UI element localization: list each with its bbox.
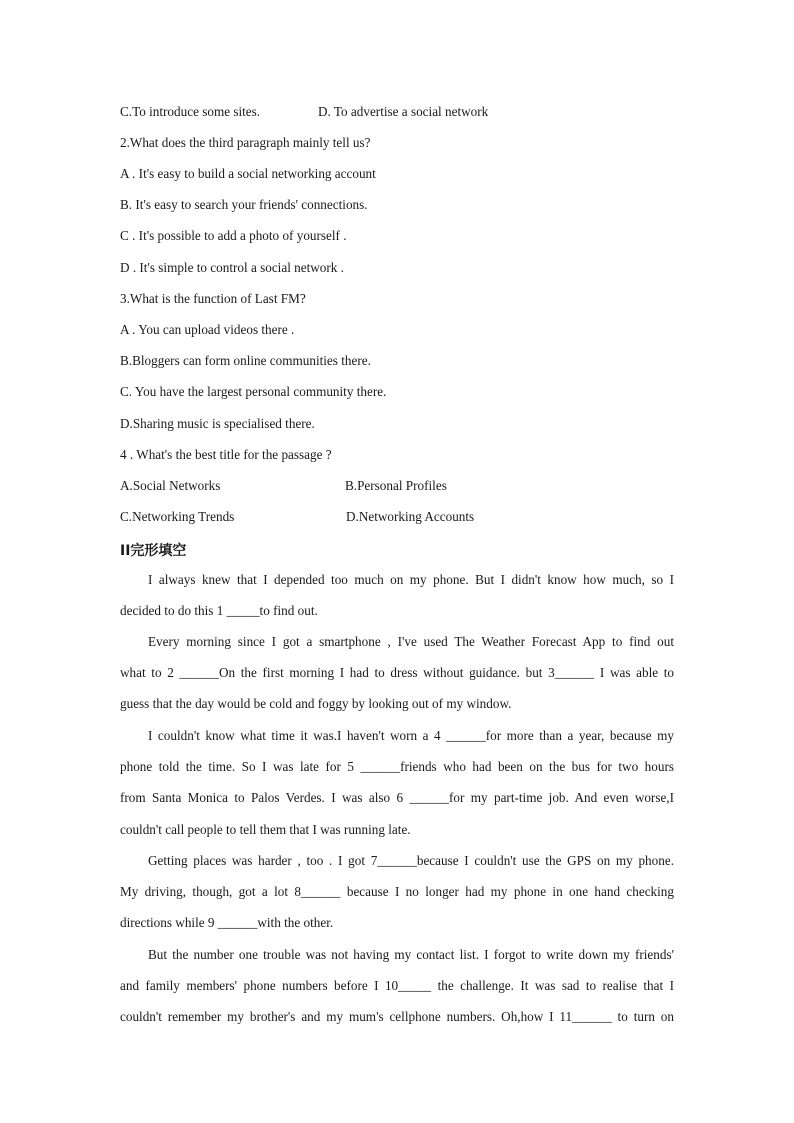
q3-option-b: B.Bloggers can form online communities there. bbox=[120, 353, 371, 368]
passage-paragraph-5 bbox=[120, 939, 674, 1033]
passage-line: couldn't call people to tell them that I was running late. bbox=[120, 821, 411, 837]
q4-option-a: A.Social Networks bbox=[120, 478, 221, 493]
passage-line: what to 2 ______On the first morning I had to dress without guidance. but 3______ I was able to bbox=[120, 665, 674, 681]
q4-stem: 4 . What's the best title for the passage ? bbox=[120, 447, 332, 462]
passage-paragraph-4 bbox=[120, 845, 674, 939]
q2-option-c: C . It's possible to add a photo of yourself . bbox=[120, 228, 347, 243]
passage-line: My driving, though, got a lot 8______ because I no longer had my phone in one hand checking bbox=[120, 884, 674, 900]
q2-stem: 2.What does the third paragraph mainly tell us? bbox=[120, 135, 371, 150]
q2-option-a: A . It's easy to build a social networking account bbox=[120, 166, 376, 181]
passage-line: Every morning since I got a smartphone , I've used The Weather Forecast App to find out bbox=[148, 634, 674, 649]
passage-paragraph-2 bbox=[120, 626, 674, 720]
passage-paragraph-3 bbox=[120, 720, 674, 845]
passage-line: But the number one trouble was not having my contact list. I forgot to write down my friends' bbox=[148, 947, 674, 962]
q4-options-row-1 bbox=[120, 478, 447, 494]
passage-line: I always knew that I depended too much on my phone. But I didn't know how much, so I bbox=[148, 572, 674, 587]
q1-option-c: C.To introduce some sites. bbox=[120, 104, 261, 119]
q4-option-b: B.Personal Profiles bbox=[345, 478, 447, 493]
passage-line: phone told the time. So I was late for 5 ______friends who had been on the bus for two hours bbox=[120, 759, 674, 775]
q3-option-c: C. You have the largest personal community there. bbox=[120, 384, 387, 399]
passage-line: I couldn't know what time it was.I haven't worn a 4 ______for more than a year, because my bbox=[148, 728, 674, 743]
passage-line: and family members' phone numbers before I 10_____ the challenge. It was sad to realise that I bbox=[120, 978, 674, 994]
q1-options-row bbox=[120, 104, 489, 120]
passage-line: couldn't remember my brother's and my mum's cellphone numbers. Oh,how I 11______ to turn on bbox=[120, 1009, 674, 1025]
q3-option-a: A . You can upload videos there . bbox=[120, 322, 295, 337]
passage-line: directions while 9 ______with the other. bbox=[120, 915, 334, 931]
q3-stem: 3.What is the function of Last FM? bbox=[120, 291, 306, 306]
q4-option-c: C.Networking Trends bbox=[120, 509, 235, 524]
q4-options-row-2 bbox=[120, 509, 475, 525]
q1-option-d: D. To advertise a social network bbox=[318, 104, 489, 119]
passage-paragraph-1 bbox=[120, 564, 674, 626]
q2-option-d: D . It's simple to control a social network . bbox=[120, 260, 344, 275]
q3-option-d: D.Sharing music is specialised there. bbox=[120, 416, 315, 431]
passage-line: from Santa Monica to Palos Verdes. I was also 6 ______for my part-time job. And even worse,I bbox=[120, 790, 674, 806]
section-heading: II完形填空 bbox=[120, 543, 187, 559]
passage-line: Getting places was harder , too . I got 7______because I couldn't use the GPS on my phone. bbox=[148, 853, 674, 868]
passage-line: decided to do this 1 _____to find out. bbox=[120, 603, 318, 619]
q4-option-d: D.Networking Accounts bbox=[346, 509, 475, 524]
q2-option-b: B. It's easy to search your friends' connections. bbox=[120, 197, 368, 212]
passage-line: guess that the day would be cold and foggy by looking out of my window. bbox=[120, 696, 512, 712]
